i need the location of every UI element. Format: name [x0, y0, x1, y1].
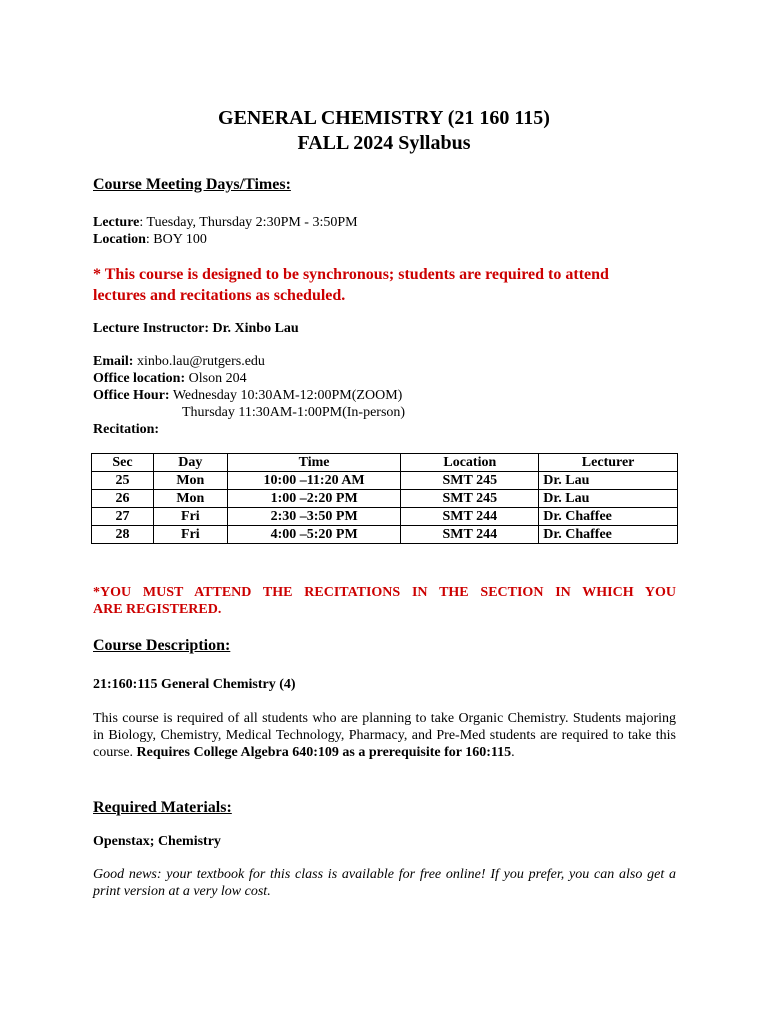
email-value: xinbo.lau@rutgers.edu [133, 354, 265, 369]
lecture-value: : Tuesday, Thursday 2:30PM - 3:50PM [139, 215, 358, 230]
table-row [92, 508, 678, 526]
textbook-title: Openstax; Chemistry [93, 834, 221, 849]
location-value: : BOY 100 [145, 232, 207, 247]
instructor-label: Lecture Instructor: Dr. Xinbo Lau [93, 321, 299, 336]
synchronous-notice-line1: * This course is designed to be synchronous; students are required to attend [93, 266, 609, 283]
cell-location: SMT 245 [401, 490, 539, 508]
page-title: GENERAL CHEMISTRY (21 160 115) [218, 107, 550, 129]
office-hour-label: Office Hour: [93, 388, 170, 403]
description-heading: Course Description: [93, 637, 231, 654]
office-hour-line [93, 387, 402, 404]
column-header-sec: Sec [92, 454, 154, 472]
recitation-label: Recitation: [93, 422, 160, 437]
cell-time: 10:00 –11:20 AM [227, 472, 401, 490]
attend-notice [93, 584, 676, 618]
cell-lecturer: Dr. Chaffee [539, 508, 678, 526]
office-label: Office location: [93, 371, 186, 386]
cell-sec: 28 [92, 526, 154, 544]
cell-lecturer: Dr. Lau [539, 490, 678, 508]
lecture-label: Lecture [93, 215, 140, 230]
table-row [92, 472, 678, 490]
cell-lecturer: Dr. Chaffee [539, 526, 678, 544]
cell-location: SMT 245 [401, 472, 539, 490]
location-label: Location [93, 232, 146, 247]
email-line [93, 353, 265, 370]
cell-day: Fri [153, 508, 227, 526]
cell-day: Fri [153, 526, 227, 544]
synchronous-notice-line2: lectures and recitations as scheduled. [93, 287, 346, 304]
recitation-table [91, 453, 678, 544]
cell-sec: 26 [92, 490, 154, 508]
cell-day: Mon [153, 490, 227, 508]
attend-notice-line1: *YOU MUST ATTEND THE RECITATIONS IN THE SECTION IN WHICH YOU [93, 585, 676, 600]
column-header-location: Location [401, 454, 539, 472]
office-value: Olson 204 [185, 371, 247, 386]
lecture-line [93, 214, 358, 231]
cell-time: 2:30 –3:50 PM [227, 508, 401, 526]
cell-lecturer: Dr. Lau [539, 472, 678, 490]
cell-location: SMT 244 [401, 526, 539, 544]
cell-time: 4:00 –5:20 PM [227, 526, 401, 544]
cell-sec: 25 [92, 472, 154, 490]
office-hour-value-2: Thursday 11:30AM-1:00PM(In-person) [182, 405, 406, 420]
table-row [92, 490, 678, 508]
table-header-row [92, 454, 678, 472]
table-row [92, 526, 678, 544]
meeting-heading: Course Meeting Days/Times: [93, 176, 291, 193]
course-code-title: 21:160:115 General Chemistry (4) [93, 677, 296, 692]
location-line [93, 231, 207, 248]
column-header-lecturer: Lecturer [539, 454, 678, 472]
cell-location: SMT 244 [401, 508, 539, 526]
office-line [93, 370, 247, 387]
synchronous-notice [93, 264, 678, 306]
cell-time: 1:00 –2:20 PM [227, 490, 401, 508]
column-header-day: Day [153, 454, 227, 472]
description-paragraph [93, 710, 676, 761]
cell-day: Mon [153, 472, 227, 490]
textbook-note: Good news: your textbook for this class is available for free online! If you prefer, you can also get a print version at a very low cost. [93, 867, 676, 899]
column-header-time: Time [227, 454, 401, 472]
materials-heading: Required Materials: [93, 799, 232, 816]
email-label: Email: [93, 354, 134, 369]
prerequisite-text: Requires College Algebra 640:109 as a prerequisite for 160:115 [136, 745, 512, 760]
page-subtitle: FALL 2024 Syllabus [297, 132, 471, 154]
attend-notice-line2: ARE REGISTERED. [93, 602, 222, 617]
description-body: This course is required of all students who are planning to take Organic Chemistry. Students majoring in Biology, Chemistry, Medical Technology, Pharmacy, and Pre-Med students are required to take this course. [93, 711, 676, 760]
description-end: . [511, 745, 515, 760]
office-hour-value-1: Wednesday 10:30AM-12:00PM(ZOOM) [169, 388, 403, 403]
cell-sec: 27 [92, 508, 154, 526]
